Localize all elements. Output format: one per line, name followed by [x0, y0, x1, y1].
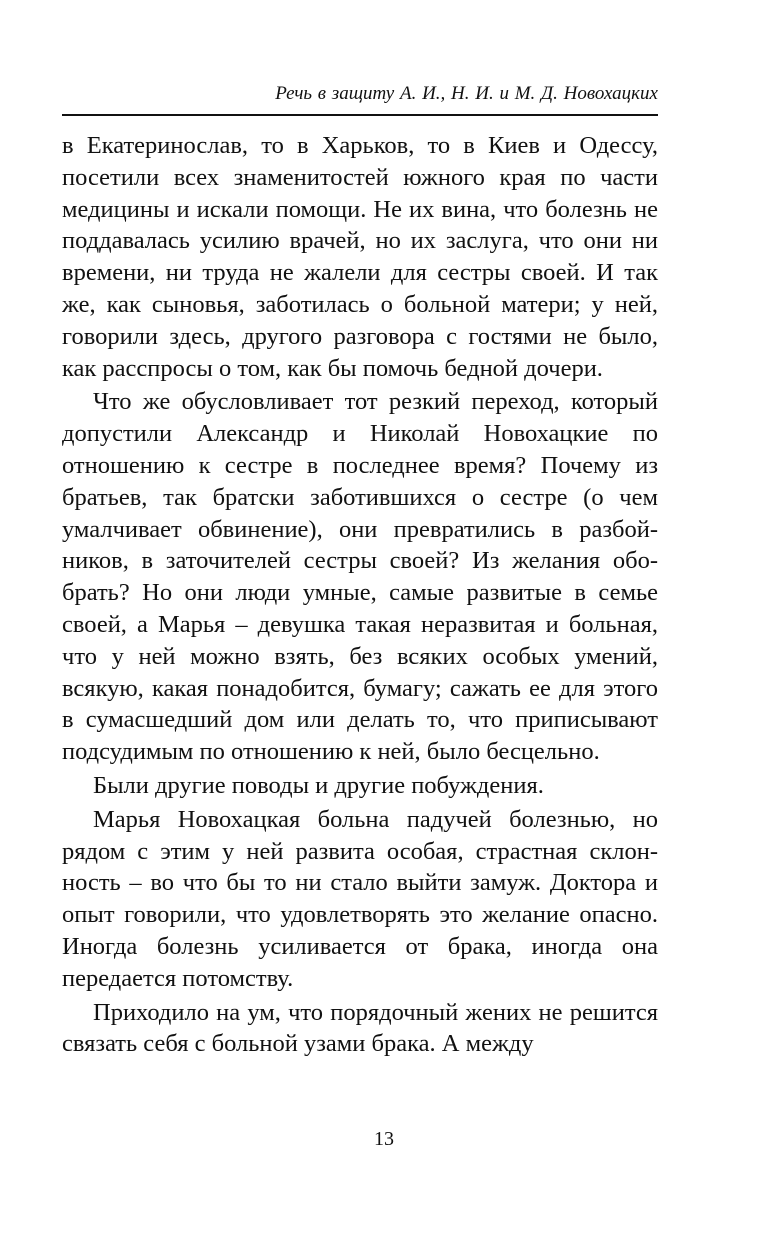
page-number: 13: [374, 1128, 394, 1150]
header-rule: [62, 114, 658, 116]
paragraph: Что же обусловливает тот резкий переход, который допустили Александр и Николай Новохацкие по отношению к сестре в последнее время? Почему из братьев, так братски заботившихся о сестре (о чем умалчивает обвинение), они превратились в разбойников, в заточителей сестры своей? Из желания обобрать? Но они люди умные, самые развитые в семье своей, а Марья – девушка такая неразвитая и больная, что у ней можно взять, без всяких особых умений, всякую, какая понадобится, бумагу; сажать ее для этого в сумасшедший дом или делать то, что приписывают подсудимым по отношению к ней, было бесцельно.: [62, 388, 658, 766]
running-head: Речь в защиту А. И., Н. И. и М. Д. Новохацких: [275, 83, 658, 104]
paragraph: Марья Новохацкая больна падучей болезнью, но рядом с этим у ней развита особая, страстная склонность – во что бы то ни стало выйти замуж. Доктора и опыт говорили, что удовлетворять это желание опасно. Иногда болезнь усиливается от брака, иногда она передается потомству.: [62, 805, 658, 992]
body-text: [62, 130, 658, 1060]
paragraph: в Екатеринослав, то в Харьков, то в Киев и Одессу, посетили всех знаменитостей южного края по части медицины и искали помощи. Не их вина, что болезнь не поддавалась усилию врачей, но их заслуга, что они ни времени, ни труда не жалели для сестры своей. И так же, как сыновья, заботилась о больной матери; у ней, говорили здесь, другого разговора с гостями не было, как расспросы о том, как бы помочь бедной дочери.: [62, 132, 658, 382]
paragraph: Были другие поводы и другие побуждения.: [93, 771, 544, 799]
paragraph: Приходило на ум, что порядочный жених не решится связать себя с больной узами брака. А между: [62, 998, 658, 1058]
